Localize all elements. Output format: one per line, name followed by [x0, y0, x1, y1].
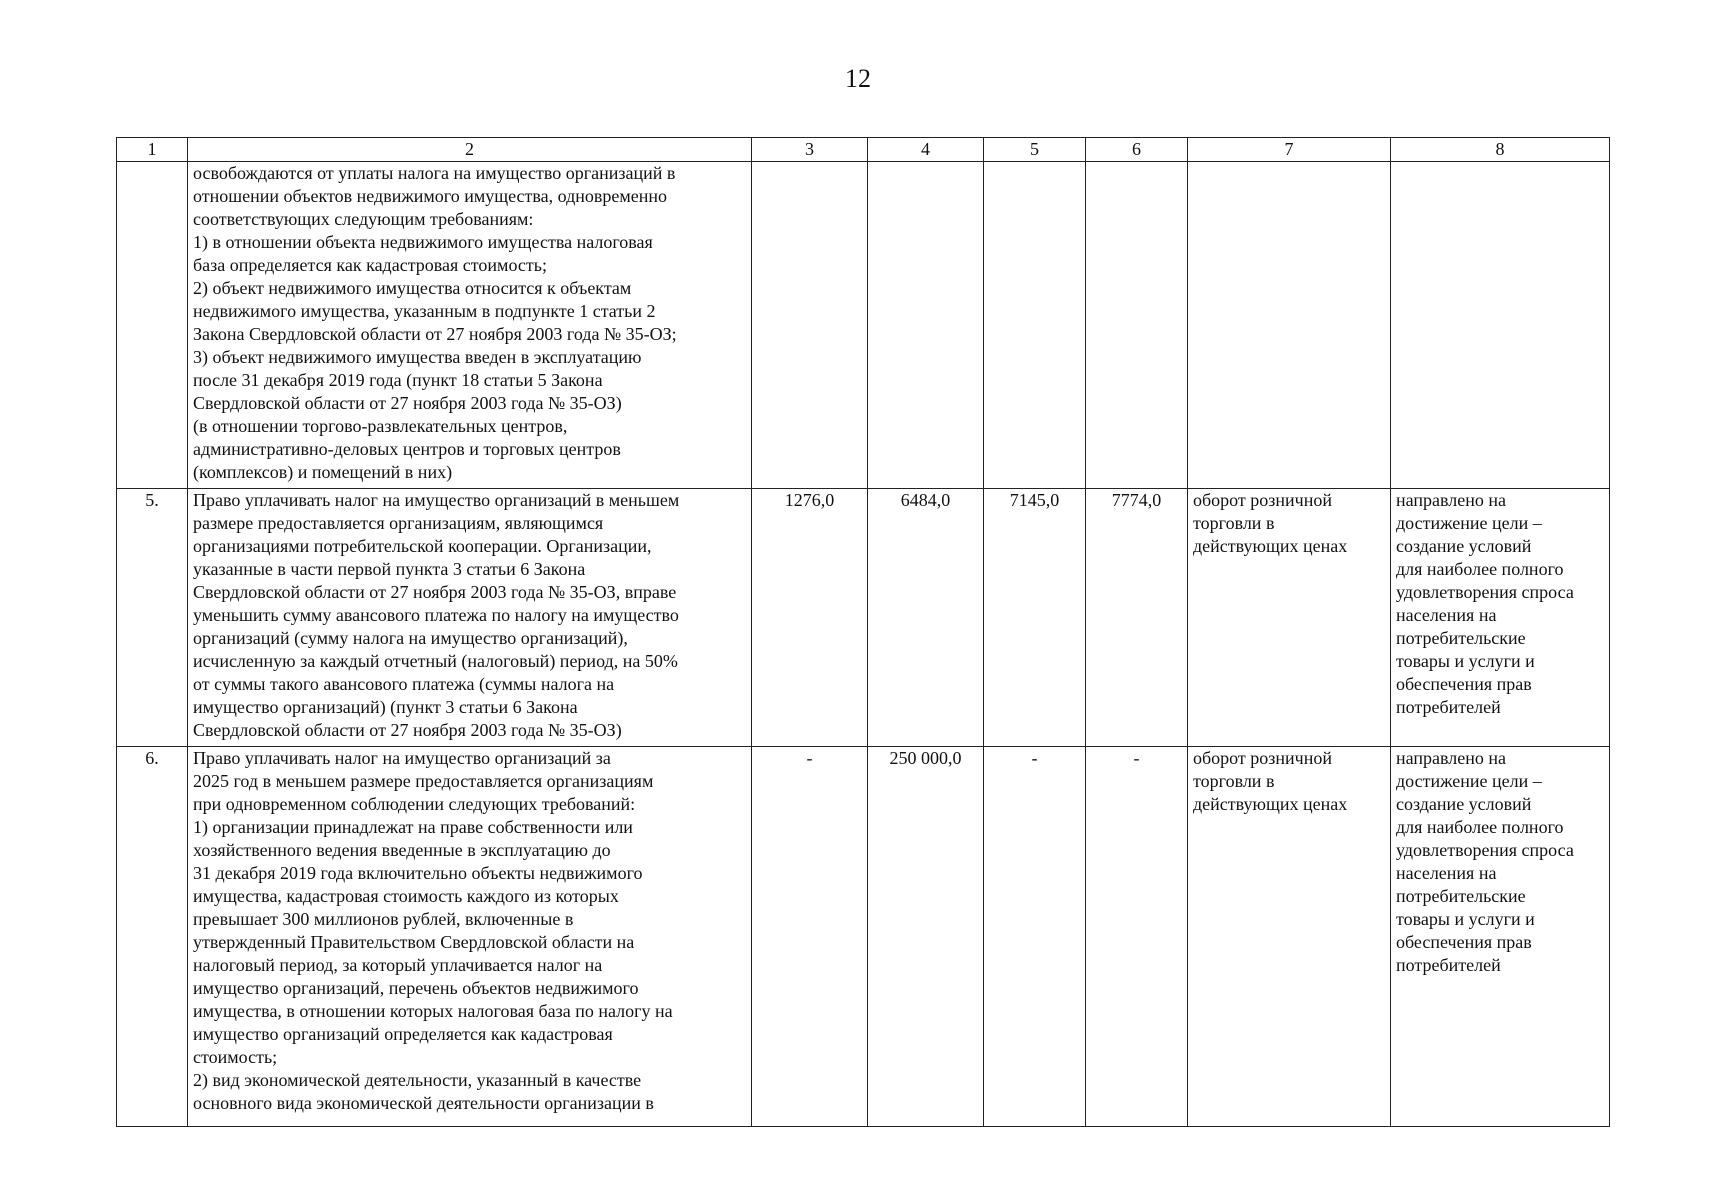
goal-line: обеспечения прав: [1396, 674, 1532, 694]
description-line: Свердловской области от 27 ноября 2003 года № 35-ОЗ): [193, 720, 622, 740]
value-cell-5: 7145,0: [984, 489, 1086, 747]
goal-line: для наиболее полного: [1396, 559, 1564, 579]
description-line: база определяется как кадастровая стоимость;: [193, 255, 547, 275]
header-cell-6: 6: [1086, 138, 1188, 162]
row-number-cell: 5.: [117, 489, 188, 747]
header-cell-1: 1: [117, 138, 188, 162]
description-line: (в отношении торгово-развлекательных центров,: [193, 416, 568, 436]
description-line: 2) объект недвижимого имущества относится к объектам: [193, 278, 632, 298]
description-line: 1) в отношении объекта недвижимого имущества налоговая: [193, 232, 653, 252]
tax-benefits-table: [116, 137, 1610, 1127]
description-line: организаций (сумму налога на имущество организаций),: [193, 628, 628, 648]
description-line: имущество организаций) (пункт 3 статьи 6 Закона: [193, 697, 578, 717]
page-number: 12: [845, 64, 871, 93]
table-row-5: [117, 489, 1610, 747]
header-cell-8: 8: [1391, 138, 1610, 162]
goal-line: создание условий: [1396, 536, 1532, 556]
value-cell-6: [1086, 162, 1188, 489]
goal-line: достижение цели –: [1396, 771, 1542, 791]
indicator-line: торговли в: [1193, 771, 1275, 791]
header-row: [117, 138, 1610, 162]
header-cell-4: 4: [868, 138, 984, 162]
goal-cell: [1391, 162, 1610, 489]
value-cell-3: 1276,0: [752, 489, 868, 747]
description-line: административно-деловых центров и торговых центров: [193, 439, 621, 459]
description-line: исчисленную за каждый отчетный (налоговый) период, на 50%: [193, 651, 678, 671]
description-line: отношении объектов недвижимого имущества, одновременно: [193, 186, 668, 206]
indicator-line: торговли в: [1193, 513, 1275, 533]
description-line: утвержденный Правительством Свердловской области на: [193, 932, 635, 952]
description-line: 2025 год в меньшем размере предоставляется организациям: [193, 771, 654, 791]
description-line: имущества, кадастровая стоимость каждого из которых: [193, 886, 619, 906]
goal-line: направлено на: [1396, 748, 1506, 768]
header-cell-2: 2: [188, 138, 752, 162]
goal-line: потребительские: [1396, 886, 1526, 906]
description-line: недвижимого имущества, указанным в подпункте 1 статьи 2: [193, 301, 656, 321]
indicator-line: оборот розничной: [1193, 748, 1332, 768]
header-cell-5: 5: [984, 138, 1086, 162]
description-line: Право уплачивать налог на имущество организаций в меньшем: [193, 490, 680, 510]
goal-line: населения на: [1396, 863, 1497, 883]
goal-line: обеспечения прав: [1396, 932, 1532, 952]
value-cell-5: -: [984, 747, 1086, 1127]
description-line: освобождаются от уплаты налога на имущество организаций в: [193, 163, 676, 183]
goal-line: удовлетворения спроса: [1396, 840, 1574, 860]
goal-cell: [1391, 489, 1610, 747]
row-description-cell: [188, 489, 752, 747]
goal-line: потребительские: [1396, 628, 1526, 648]
table-row-6: [117, 747, 1610, 1127]
description-line: налоговый период, за который уплачивается налог на: [193, 955, 603, 975]
description-line: после 31 декабря 2019 года (пункт 18 статьи 5 Закона: [193, 370, 603, 390]
description-line: имущество организаций, перечень объектов недвижимого: [193, 978, 639, 998]
description-line: размере предоставляется организациям, являющимся: [193, 513, 604, 533]
goal-line: товары и услуги и: [1396, 909, 1535, 929]
description-line: 31 декабря 2019 года включительно объекты недвижимого: [193, 863, 643, 883]
description-line: стоимость;: [193, 1047, 278, 1067]
row-number-cell: [117, 162, 188, 489]
value-cell-3: [752, 162, 868, 489]
description-line: хозяйственного ведения введенные в эксплуатацию до: [193, 840, 611, 860]
goal-line: товары и услуги и: [1396, 651, 1535, 671]
description-line: имущество организаций определяется как кадастровая: [193, 1024, 613, 1044]
description-line: 1) организации принадлежат на праве собственности или: [193, 817, 633, 837]
description-line: указанные в части первой пункта 3 статьи 6 Закона: [193, 559, 586, 579]
description-line: Свердловской области от 27 ноября 2003 года № 35-ОЗ): [193, 393, 622, 413]
value-cell-4: 6484,0: [868, 489, 984, 747]
goal-line: населения на: [1396, 605, 1497, 625]
value-cell-4: [868, 162, 984, 489]
description-line: Право уплачивать налог на имущество организаций за: [193, 748, 611, 768]
indicator-line: оборот розничной: [1193, 490, 1332, 510]
indicator-cell: [1188, 747, 1391, 1127]
goal-line: направлено на: [1396, 490, 1506, 510]
description-line: 3) объект недвижимого имущества введен в эксплуатацию: [193, 347, 642, 367]
value-cell-6: -: [1086, 747, 1188, 1127]
description-line: Свердловской области от 27 ноября 2003 года № 35-ОЗ, вправе: [193, 582, 677, 602]
indicator-cell: [1188, 162, 1391, 489]
table-row-continuation: [117, 162, 1610, 489]
goal-line: потребителей: [1396, 697, 1501, 717]
value-cell-6: 7774,0: [1086, 489, 1188, 747]
goal-line: создание условий: [1396, 794, 1532, 814]
description-line: организациями потребительской кооперации. Организации,: [193, 536, 652, 556]
header-cell-7: 7: [1188, 138, 1391, 162]
description-line: от суммы такого авансового платежа (суммы налога на: [193, 674, 615, 694]
table-header: [117, 138, 1610, 162]
header-cell-3: 3: [752, 138, 868, 162]
goal-cell: [1391, 747, 1610, 1127]
description-line: превышает 300 миллионов рублей, включенные в: [193, 909, 574, 929]
description-line: соответствующих следующим требованиям:: [193, 209, 534, 229]
value-cell-5: [984, 162, 1086, 489]
row-description-cell: [188, 162, 752, 489]
goal-line: потребителей: [1396, 955, 1501, 975]
indicator-line: действующих ценах: [1193, 536, 1348, 556]
goal-line: удовлетворения спроса: [1396, 582, 1574, 602]
indicator-line: действующих ценах: [1193, 794, 1348, 814]
value-cell-4: 250 000,0: [868, 747, 984, 1127]
goal-line: для наиболее полного: [1396, 817, 1564, 837]
description-line: уменьшить сумму авансового платежа по налогу на имущество: [193, 605, 679, 625]
description-line: имущества, в отношении которых налоговая база по налогу на: [193, 1001, 673, 1021]
value-cell-3: -: [752, 747, 868, 1127]
goal-line: достижение цели –: [1396, 513, 1542, 533]
description-line: 2) вид экономической деятельности, указанный в качестве: [193, 1070, 642, 1090]
description-line: при одновременном соблюдении следующих требований:: [193, 794, 636, 814]
description-line: (комплексов) и помещений в них): [193, 462, 453, 482]
row-number-cell: 6.: [117, 747, 188, 1127]
indicator-cell: [1188, 489, 1391, 747]
description-line: Закона Свердловской области от 27 ноября 2003 года № 35-ОЗ;: [193, 324, 677, 344]
description-line: основного вида экономической деятельности организации в: [193, 1093, 654, 1113]
row-description-cell: [188, 747, 752, 1127]
